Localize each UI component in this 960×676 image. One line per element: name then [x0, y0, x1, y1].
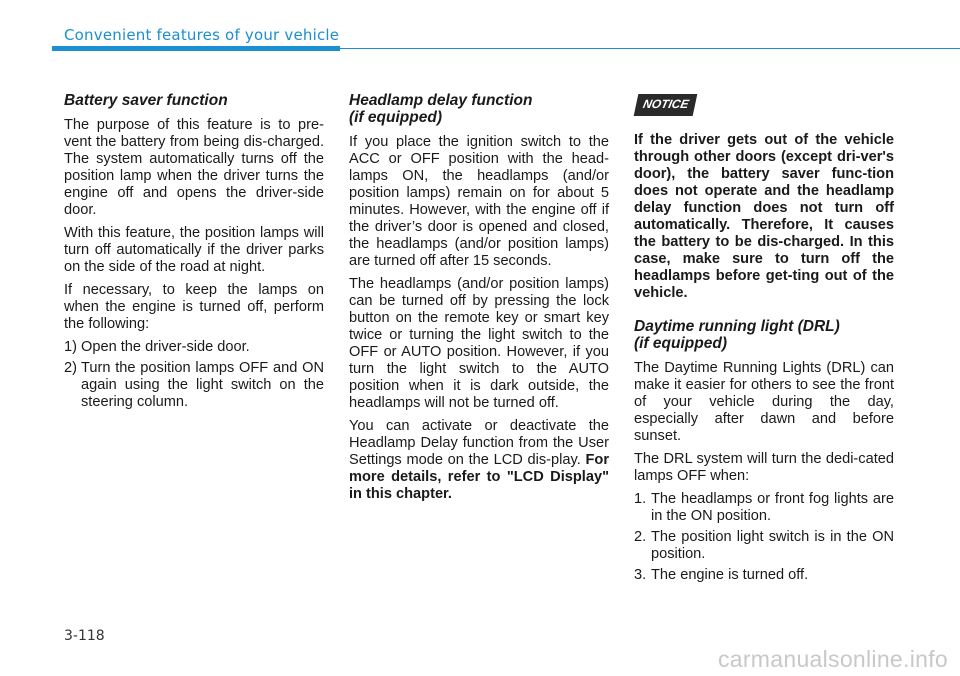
list-item [634, 529, 894, 563]
list-item-number: 1) [64, 339, 77, 355]
headlamp-delay-text: You can activate or deactivate the Headlamp Delay function from the User Settings mode on the LCD dis-play. [349, 418, 609, 468]
list-item [64, 339, 324, 356]
list-item-text: Open the driver-side door. [81, 339, 250, 355]
header-rule [340, 48, 960, 49]
drl-paragraph: The Daytime Running Lights (DRL) can make it easier for others to see the front of your vehicle during the day, especially after dawn and before sunset. [634, 360, 894, 444]
list-item-text: The position light switch is in the ON position. [651, 529, 894, 562]
notice-text: If the driver gets out of the vehicle through other doors (except dri-ver's door), the battery saver func-tion does not operate and the headlamp delay function does not turn off automatically. Therefore, It causes the battery to be dis-charged. In this case, make sure to turn off the headlamps before get-ting out of the vehicle. [634, 132, 894, 301]
list-item-number: 1. [634, 491, 647, 507]
headlamp-delay-title [349, 92, 609, 126]
headlamp-delay-paragraph [349, 418, 609, 503]
watermark: carmanualsonline.info [717, 646, 948, 672]
battery-saver-paragraph: With this feature, the position lamps will turn off automatically if the driver parks on the side of the road at night. [64, 225, 324, 275]
battery-saver-paragraph: If necessary, to keep the lamps on when the engine is turned off, perform the following: [64, 282, 324, 332]
list-item-number: 2. [634, 529, 647, 545]
list-item [634, 567, 894, 584]
header-bar-accent [52, 46, 340, 51]
list-item-number: 3. [634, 567, 647, 583]
headlamp-delay-title-sub: (if equipped) [349, 109, 442, 126]
list-item-number: 2) [64, 360, 77, 376]
page-number: 3-118 [64, 628, 105, 644]
drl-title-main: Daytime running light (DRL) [634, 318, 840, 335]
list-item-text: The engine is turned off. [651, 567, 809, 583]
headlamp-delay-section [349, 92, 609, 509]
headlamp-delay-title-main: Headlamp delay function [349, 92, 533, 109]
battery-saver-section [64, 92, 324, 415]
list-item [64, 360, 324, 411]
headlamp-delay-paragraph: If you place the ignition switch to the ACC or OFF position with the head-lamps ON, the headlamps (and/or position lamps) remain on for about 5 minutes. However, with the engine off if the driver’s door is opened and closed, the headlamps (and/or position lamps) are turned off after 15 seconds. [349, 134, 609, 269]
headlamp-delay-paragraph: The headlamps (and/or position lamps) can be turned off by pressing the lock button on the remote key or smart key twice or turning the light switch to the OFF or AUTO position. However, if you turn the light switch to the AUTO position when it is dark outside, the headlamps will not be turned off. [349, 276, 609, 411]
list-item-text: Turn the position lamps OFF and ON again using the light switch on the steering column. [81, 360, 324, 410]
drl-paragraph: The DRL system will turn the dedi-cated lamps OFF when: [634, 451, 894, 484]
notice-drl-column [634, 92, 894, 588]
battery-saver-title: Battery saver function [64, 92, 228, 109]
lcd-display-reference: For more details, refer to "LCD Display" in this chapter. [349, 452, 609, 502]
drl-title [634, 318, 894, 352]
list-item [634, 491, 894, 525]
drl-title-sub: (if equipped) [634, 335, 727, 352]
notice-badge: NOTICE [634, 94, 698, 116]
battery-saver-paragraph: The purpose of this feature is to pre-vent the battery from being dis-charged. The system automatically turns off the position lamp when the driver turns the engine off and opens the driver-side door. [64, 117, 324, 218]
list-item-text: The headlamps or front fog lights are in the ON position. [651, 491, 894, 524]
section-header-title: Convenient features of your vehicle [64, 26, 340, 44]
